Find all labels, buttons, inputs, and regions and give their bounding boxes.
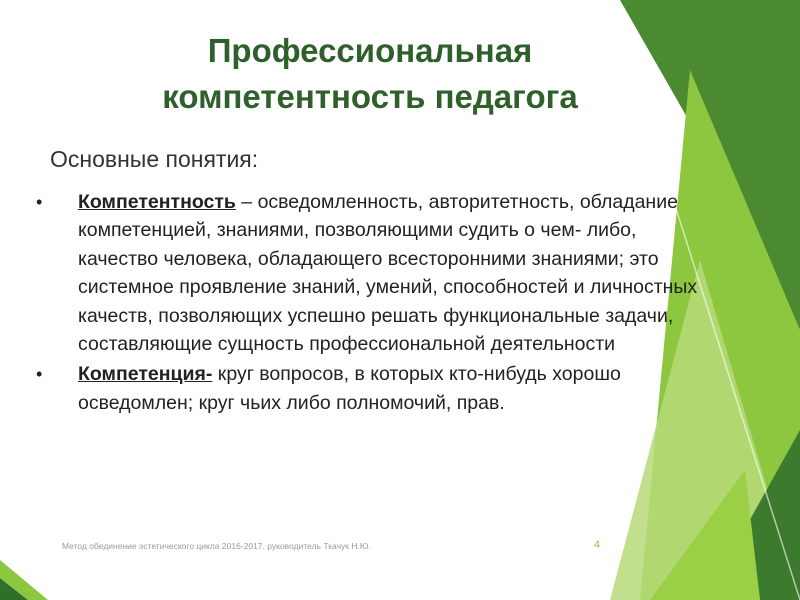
bullet-list [30,188,720,419]
bullet-dot-icon: • [36,192,43,212]
bullet-text: круг вопросов, в которых кто-нибудь хорошо осведомлен; круг чьих либо полномочий, прав. [78,363,621,414]
slide-title [60,28,680,120]
bullet-dot-icon: • [36,364,43,385]
bullet-term: Компетенция- [78,363,213,386]
page-number: 4 [594,539,601,551]
bullet-item [30,188,720,358]
bullet-text: – осведомленность, авторитетность, обладание компетенцией, знаниями, позволяющими судить о чем- либо, качество человека, обладающего всесторонними знаниями; это системное проявление знаний, умений, способностей и личностных качеств, позволяющих успешно решать функциональные задачи, составляющие сущность профессиональной деятельности [78,191,698,356]
footer-text: Метод обединение эстетического цикла 2016-2017. руководитель Ткачук Н.Ю. [62,541,371,551]
subtitle: Основные понятия: [50,146,259,172]
bullet-term: Компетентность [78,191,236,213]
title-line-1: Профессиональная [207,32,533,69]
bullet-item [30,360,720,417]
title-line-2: компетентность педагога [162,78,578,115]
